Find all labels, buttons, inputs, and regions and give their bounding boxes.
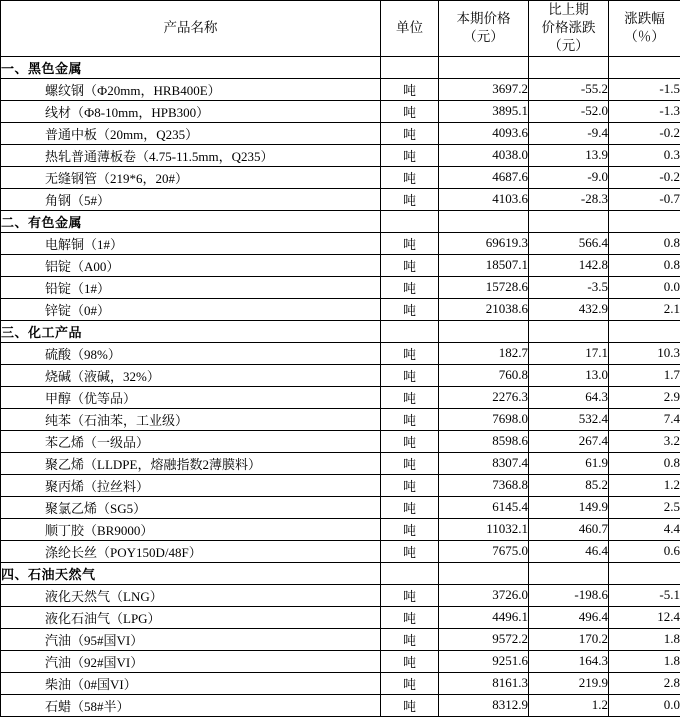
price-cell: 4103.6 bbox=[439, 188, 529, 210]
change-cell: -55.2 bbox=[529, 78, 609, 100]
price-cell: 21038.6 bbox=[439, 298, 529, 320]
unit-cell: 吨 bbox=[381, 584, 439, 606]
table-row bbox=[1, 408, 680, 430]
pct-cell bbox=[609, 56, 680, 78]
product-name-cell: 聚乙烯（LLDPE，熔融指数2薄膜料） bbox=[1, 452, 381, 474]
table-row bbox=[1, 562, 680, 584]
unit-cell: 吨 bbox=[381, 496, 439, 518]
column-header-unit-label: 单位 bbox=[381, 19, 438, 37]
table-row bbox=[1, 452, 680, 474]
table-row bbox=[1, 188, 680, 210]
change-cell: 170.2 bbox=[529, 628, 609, 650]
pct-cell: -1.5 bbox=[609, 78, 680, 100]
price-cell: 3726.0 bbox=[439, 584, 529, 606]
change-cell bbox=[529, 320, 609, 342]
unit-cell: 吨 bbox=[381, 298, 439, 320]
column-header-product-label: 产品名称 bbox=[1, 19, 380, 37]
change-cell: 496.4 bbox=[529, 606, 609, 628]
product-name-cell: 铝锭（A00） bbox=[1, 254, 381, 276]
table-row bbox=[1, 364, 680, 386]
table-row bbox=[1, 210, 680, 232]
price-cell: 2276.3 bbox=[439, 386, 529, 408]
unit-cell: 吨 bbox=[381, 430, 439, 452]
price-cell: 15728.6 bbox=[439, 276, 529, 298]
table-row bbox=[1, 232, 680, 254]
pct-cell bbox=[609, 562, 680, 584]
change-cell: 13.9 bbox=[529, 144, 609, 166]
change-cell: -28.3 bbox=[529, 188, 609, 210]
table-row bbox=[1, 430, 680, 452]
product-name-cell: 柴油（0#国VI） bbox=[1, 672, 381, 694]
product-name-cell: 涤纶长丝（POY150D/48F） bbox=[1, 540, 381, 562]
change-cell: 432.9 bbox=[529, 298, 609, 320]
change-cell: -3.5 bbox=[529, 276, 609, 298]
pct-cell bbox=[609, 320, 680, 342]
unit-cell: 吨 bbox=[381, 188, 439, 210]
change-cell: 267.4 bbox=[529, 430, 609, 452]
change-cell: 64.3 bbox=[529, 386, 609, 408]
unit-cell: 吨 bbox=[381, 452, 439, 474]
price-cell bbox=[439, 210, 529, 232]
category-name-cell: 四、石油天然气 bbox=[1, 562, 381, 584]
table-row bbox=[1, 56, 680, 78]
price-cell: 8312.9 bbox=[439, 694, 529, 716]
product-name-cell: 无缝钢管（219*6，20#） bbox=[1, 166, 381, 188]
pct-cell: -0.2 bbox=[609, 166, 680, 188]
pct-cell: 0.0 bbox=[609, 694, 680, 716]
column-header-change-line3: （元） bbox=[529, 37, 608, 55]
column-header-change-line1: 比上期 bbox=[529, 1, 608, 19]
pct-cell: 3.2 bbox=[609, 430, 680, 452]
table-row bbox=[1, 606, 680, 628]
pct-cell: 1.7 bbox=[609, 364, 680, 386]
column-header-pct bbox=[609, 1, 680, 57]
pct-cell: -1.3 bbox=[609, 100, 680, 122]
table-row bbox=[1, 672, 680, 694]
change-cell: 149.9 bbox=[529, 496, 609, 518]
pct-cell: 10.3 bbox=[609, 342, 680, 364]
table-row bbox=[1, 144, 680, 166]
pct-cell: 7.4 bbox=[609, 408, 680, 430]
unit-cell: 吨 bbox=[381, 694, 439, 716]
table-row bbox=[1, 518, 680, 540]
product-name-cell: 液化天然气（LNG） bbox=[1, 584, 381, 606]
price-cell: 8307.4 bbox=[439, 452, 529, 474]
table-row bbox=[1, 276, 680, 298]
unit-cell bbox=[381, 56, 439, 78]
product-name-cell: 顺丁胶（BR9000） bbox=[1, 518, 381, 540]
column-header-price-line2: （元） bbox=[439, 28, 528, 46]
table-row bbox=[1, 320, 680, 342]
table-row bbox=[1, 122, 680, 144]
table-row bbox=[1, 254, 680, 276]
table-row bbox=[1, 100, 680, 122]
column-header-product bbox=[1, 1, 381, 57]
product-name-cell: 苯乙烯（一级品） bbox=[1, 430, 381, 452]
price-cell: 8161.3 bbox=[439, 672, 529, 694]
pct-cell bbox=[609, 210, 680, 232]
column-header-price bbox=[439, 1, 529, 57]
pct-cell: 2.1 bbox=[609, 298, 680, 320]
price-cell: 4038.0 bbox=[439, 144, 529, 166]
column-header-price-line1: 本期价格 bbox=[439, 10, 528, 28]
price-cell: 7368.8 bbox=[439, 474, 529, 496]
product-name-cell: 角钢（5#） bbox=[1, 188, 381, 210]
price-cell: 18507.1 bbox=[439, 254, 529, 276]
price-cell: 760.8 bbox=[439, 364, 529, 386]
pct-cell: 0.8 bbox=[609, 254, 680, 276]
pct-cell: 0.6 bbox=[609, 540, 680, 562]
unit-cell: 吨 bbox=[381, 232, 439, 254]
unit-cell: 吨 bbox=[381, 276, 439, 298]
product-name-cell: 石蜡（58#半） bbox=[1, 694, 381, 716]
pct-cell: 12.4 bbox=[609, 606, 680, 628]
unit-cell: 吨 bbox=[381, 166, 439, 188]
unit-cell bbox=[381, 210, 439, 232]
change-cell: 46.4 bbox=[529, 540, 609, 562]
table-row bbox=[1, 166, 680, 188]
change-cell bbox=[529, 56, 609, 78]
unit-cell: 吨 bbox=[381, 100, 439, 122]
price-cell: 6145.4 bbox=[439, 496, 529, 518]
pct-cell: -0.2 bbox=[609, 122, 680, 144]
unit-cell: 吨 bbox=[381, 254, 439, 276]
change-cell: 61.9 bbox=[529, 452, 609, 474]
pct-cell: 2.9 bbox=[609, 386, 680, 408]
unit-cell bbox=[381, 320, 439, 342]
table-row bbox=[1, 474, 680, 496]
category-name-cell: 三、化工产品 bbox=[1, 320, 381, 342]
table-body bbox=[1, 56, 680, 716]
table-row bbox=[1, 386, 680, 408]
pct-cell: -0.7 bbox=[609, 188, 680, 210]
price-cell: 3895.1 bbox=[439, 100, 529, 122]
category-name-cell: 二、有色金属 bbox=[1, 210, 381, 232]
table-row bbox=[1, 694, 680, 716]
product-name-cell: 螺纹钢（Ф20mm，HRB400E） bbox=[1, 78, 381, 100]
table-row bbox=[1, 628, 680, 650]
unit-cell: 吨 bbox=[381, 518, 439, 540]
product-name-cell: 聚丙烯（拉丝料） bbox=[1, 474, 381, 496]
product-name-cell: 线材（Ф8-10mm，HPB300） bbox=[1, 100, 381, 122]
pct-cell: 1.2 bbox=[609, 474, 680, 496]
change-cell: 532.4 bbox=[529, 408, 609, 430]
price-cell: 7675.0 bbox=[439, 540, 529, 562]
change-cell bbox=[529, 210, 609, 232]
product-name-cell: 锌锭（0#） bbox=[1, 298, 381, 320]
unit-cell: 吨 bbox=[381, 386, 439, 408]
pct-cell: 0.0 bbox=[609, 276, 680, 298]
change-cell: -9.4 bbox=[529, 122, 609, 144]
change-cell: -52.0 bbox=[529, 100, 609, 122]
column-header-unit bbox=[381, 1, 439, 57]
pct-cell: 1.8 bbox=[609, 650, 680, 672]
price-cell: 69619.3 bbox=[439, 232, 529, 254]
pct-cell: 2.8 bbox=[609, 672, 680, 694]
change-cell: 1.2 bbox=[529, 694, 609, 716]
unit-cell: 吨 bbox=[381, 408, 439, 430]
price-cell: 4687.6 bbox=[439, 166, 529, 188]
product-name-cell: 热轧普通薄板卷（4.75-11.5mm，Q235） bbox=[1, 144, 381, 166]
price-cell bbox=[439, 320, 529, 342]
unit-cell: 吨 bbox=[381, 78, 439, 100]
column-header-pct-line1: 涨跌幅 bbox=[609, 10, 680, 28]
product-name-cell: 汽油（95#国VI） bbox=[1, 628, 381, 650]
table-header bbox=[1, 1, 680, 57]
product-name-cell: 甲醇（优等品） bbox=[1, 386, 381, 408]
pct-cell: 4.4 bbox=[609, 518, 680, 540]
pct-cell: 1.8 bbox=[609, 628, 680, 650]
unit-cell: 吨 bbox=[381, 672, 439, 694]
table-row bbox=[1, 650, 680, 672]
price-cell: 182.7 bbox=[439, 342, 529, 364]
table-row bbox=[1, 342, 680, 364]
change-cell: 460.7 bbox=[529, 518, 609, 540]
change-cell: 17.1 bbox=[529, 342, 609, 364]
change-cell: 566.4 bbox=[529, 232, 609, 254]
price-cell bbox=[439, 56, 529, 78]
category-name-cell: 一、黑色金属 bbox=[1, 56, 381, 78]
price-cell: 9251.6 bbox=[439, 650, 529, 672]
product-name-cell: 液化石油气（LPG） bbox=[1, 606, 381, 628]
product-name-cell: 电解铜（1#） bbox=[1, 232, 381, 254]
price-cell: 9572.2 bbox=[439, 628, 529, 650]
price-cell: 7698.0 bbox=[439, 408, 529, 430]
change-cell: -9.0 bbox=[529, 166, 609, 188]
unit-cell: 吨 bbox=[381, 342, 439, 364]
price-cell: 4496.1 bbox=[439, 606, 529, 628]
unit-cell: 吨 bbox=[381, 540, 439, 562]
change-cell: 164.3 bbox=[529, 650, 609, 672]
header-row bbox=[1, 1, 680, 57]
pct-cell: 0.3 bbox=[609, 144, 680, 166]
table-row bbox=[1, 584, 680, 606]
pct-cell: 0.8 bbox=[609, 452, 680, 474]
product-name-cell: 聚氯乙烯（SG5） bbox=[1, 496, 381, 518]
table-row bbox=[1, 540, 680, 562]
unit-cell: 吨 bbox=[381, 474, 439, 496]
change-cell: 85.2 bbox=[529, 474, 609, 496]
product-name-cell: 硫酸（98%） bbox=[1, 342, 381, 364]
product-name-cell: 烧碱（液碱，32%） bbox=[1, 364, 381, 386]
change-cell bbox=[529, 562, 609, 584]
unit-cell: 吨 bbox=[381, 144, 439, 166]
table-row bbox=[1, 298, 680, 320]
change-cell: 219.9 bbox=[529, 672, 609, 694]
change-cell: -198.6 bbox=[529, 584, 609, 606]
pct-cell: -5.1 bbox=[609, 584, 680, 606]
price-cell: 8598.6 bbox=[439, 430, 529, 452]
change-cell: 142.8 bbox=[529, 254, 609, 276]
unit-cell: 吨 bbox=[381, 122, 439, 144]
unit-cell: 吨 bbox=[381, 364, 439, 386]
price-cell: 3697.2 bbox=[439, 78, 529, 100]
product-name-cell: 纯苯（石油苯，工业级） bbox=[1, 408, 381, 430]
unit-cell: 吨 bbox=[381, 628, 439, 650]
price-cell: 11032.1 bbox=[439, 518, 529, 540]
unit-cell: 吨 bbox=[381, 606, 439, 628]
column-header-pct-line2: （％） bbox=[609, 28, 680, 46]
unit-cell bbox=[381, 562, 439, 584]
table-row bbox=[1, 78, 680, 100]
pct-cell: 2.5 bbox=[609, 496, 680, 518]
pct-cell: 0.8 bbox=[609, 232, 680, 254]
product-name-cell: 普通中板（20mm，Q235） bbox=[1, 122, 381, 144]
product-name-cell: 汽油（92#国VI） bbox=[1, 650, 381, 672]
price-cell bbox=[439, 562, 529, 584]
product-name-cell: 铅锭（1#） bbox=[1, 276, 381, 298]
unit-cell: 吨 bbox=[381, 650, 439, 672]
price-cell: 4093.6 bbox=[439, 122, 529, 144]
column-header-change-line2: 价格涨跌 bbox=[529, 19, 608, 37]
column-header-change bbox=[529, 1, 609, 57]
change-cell: 13.0 bbox=[529, 364, 609, 386]
table-row bbox=[1, 496, 680, 518]
